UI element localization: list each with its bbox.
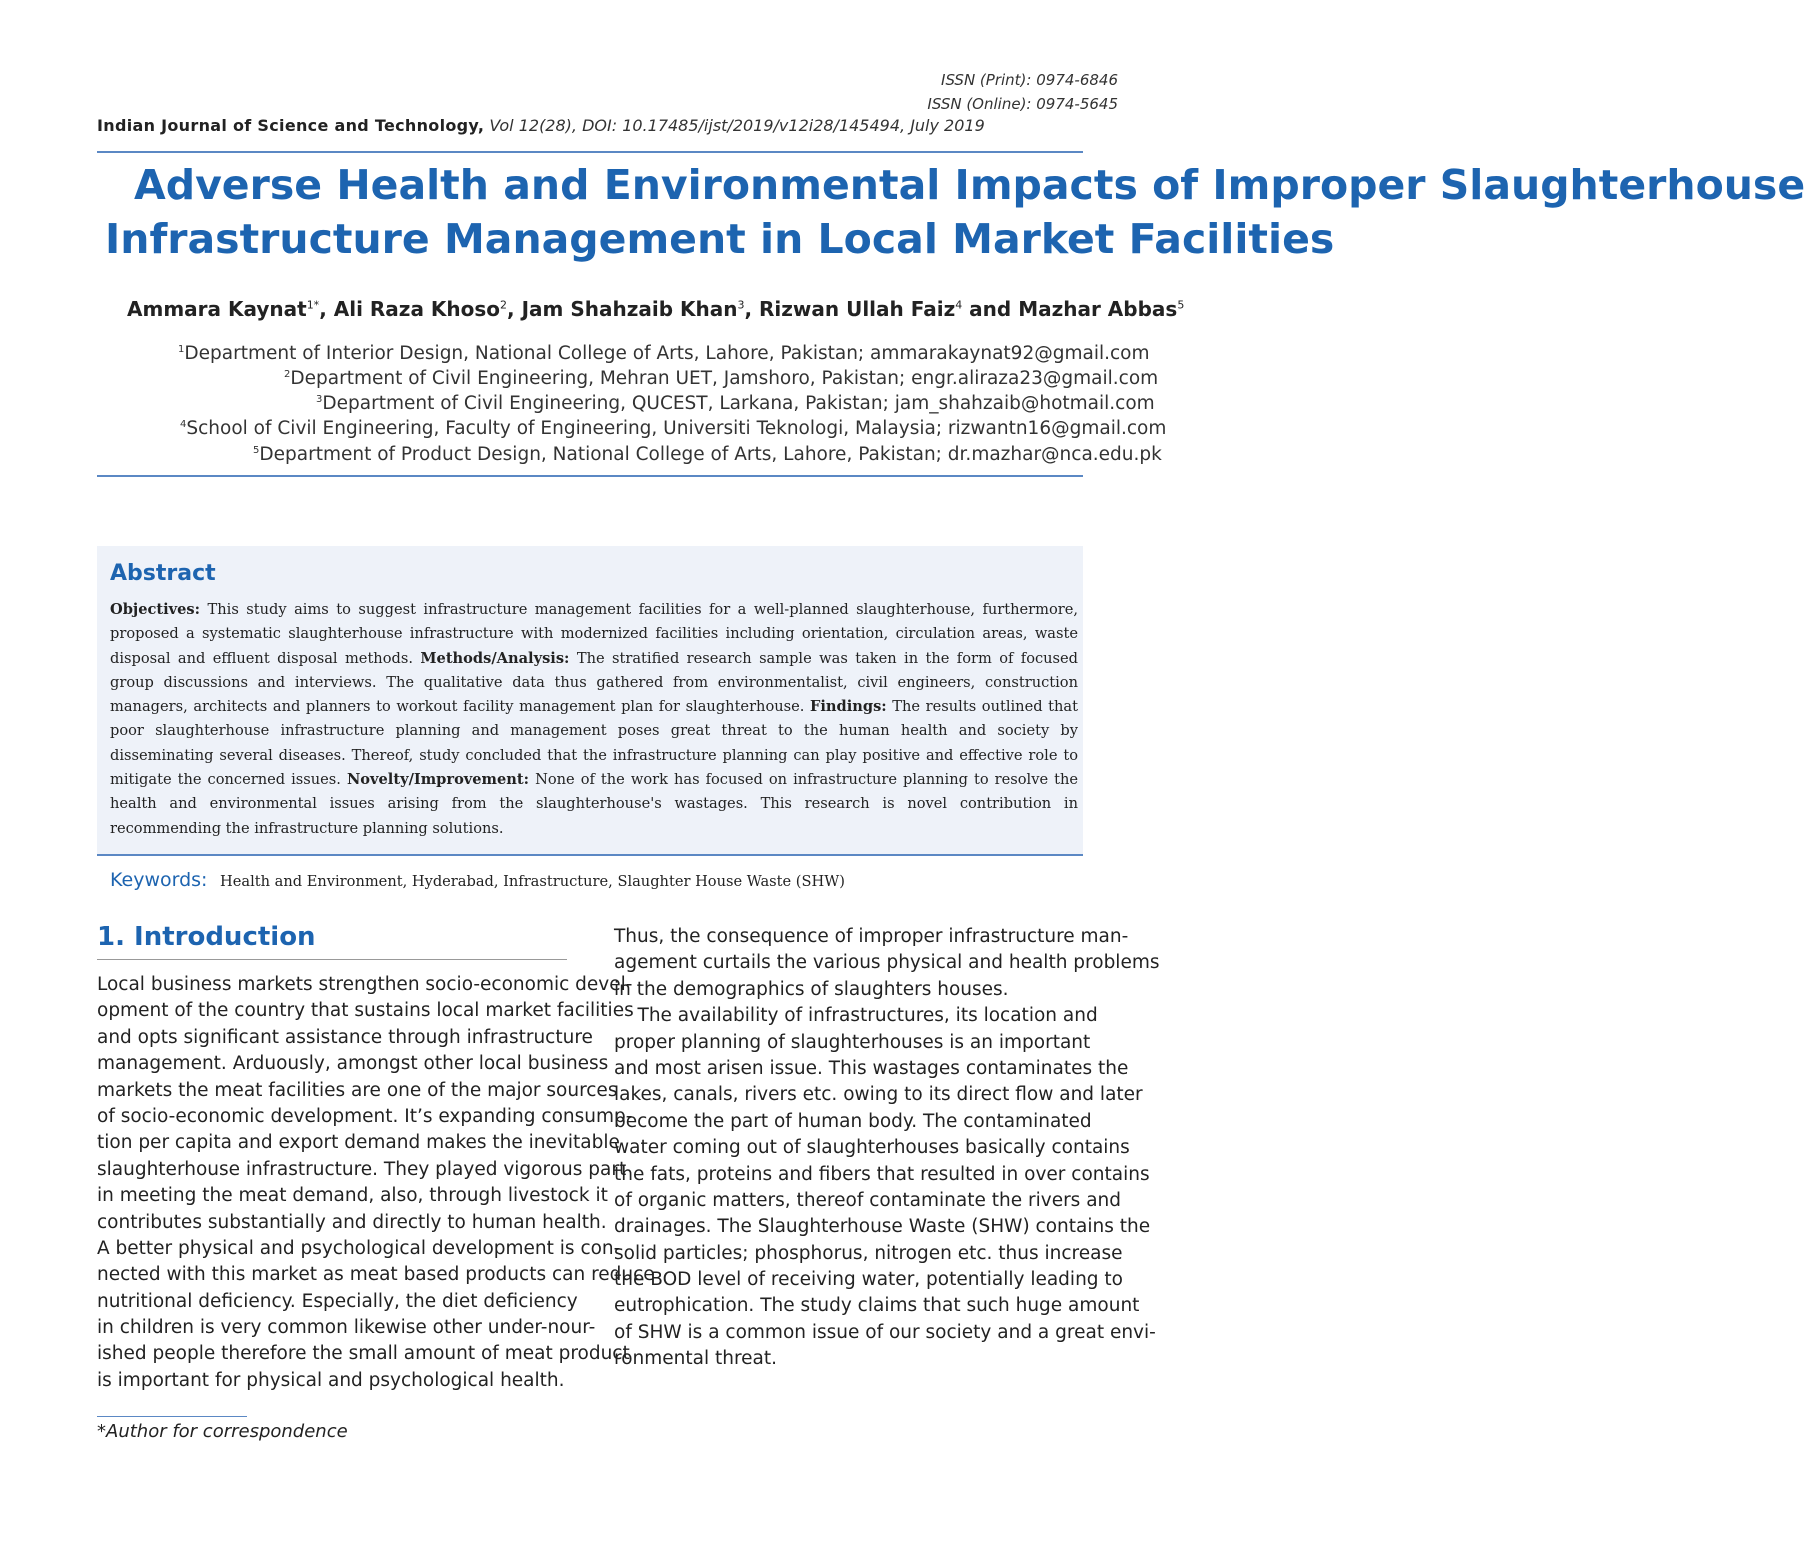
author-name: Mazhar Abbas bbox=[1018, 297, 1178, 321]
intro-left-column bbox=[97, 972, 655, 1394]
affiliation-text: Department of Civil Engineering, QUCEST, Larkana, Pakistan; jam_shahzaib@hotmail.com bbox=[322, 393, 1155, 415]
author-list: Ammara Kaynat$^{1*}$, Ali Raza Khoso$^2$, Jam Shahzaib Khan$^3$, Rizwan Ullah Faiz$^4$ and Mazhar Abbas$^5$ bbox=[127, 297, 1185, 321]
intro-right-column bbox=[614, 924, 1200, 1373]
body-text-line: the fats, proteins and fibers that resulted in over contains bbox=[614, 1163, 1150, 1185]
body-text-line: of socio-economic development. It’s expanding consump- bbox=[97, 1105, 633, 1127]
journal-name: Indian Journal of Science and Technology, bbox=[97, 116, 485, 135]
author-sup: 1* bbox=[306, 298, 320, 312]
body-text-line: lakes, canals, rivers etc. owing to its direct flow and later bbox=[614, 1084, 1143, 1106]
affiliation-sup: 2 bbox=[284, 369, 291, 380]
body-text-line: markets the meat facilities are one of the major sources bbox=[97, 1079, 618, 1101]
author-name: Ali Raza Khoso bbox=[333, 297, 501, 321]
journal-details: Vol 12(28), DOI: 10.17485/ijst/2019/v12i28/145494, July 2019 bbox=[489, 116, 985, 135]
affiliation-text: Department of Civil Engineering, Mehran UET, Jamshoro, Pakistan; engr.aliraza23@gmail.com bbox=[290, 368, 1159, 390]
novelty-text: None of the work has focused on infrastructure planning to resolve the health and environmental issues arising from the slaughterhouse's wastages. This research is novel contribution in recommending the infrastructure planning solutions. bbox=[110, 771, 1079, 837]
body-text-line: is important for physical and psychological health. bbox=[97, 1369, 565, 1391]
findings-text: The results outlined that poor slaughterhouse infrastructure planning and management poses great threat to the human health and society by disseminating several diseases. Thereof, study concluded that the infrastructure planning can play positive and effective role to mitigate the concerned issues. bbox=[110, 698, 1078, 789]
affiliation-sup: 4 bbox=[180, 419, 187, 430]
affiliation-sup: 1 bbox=[178, 344, 185, 355]
issn-print: ISSN (Print): 0974-6846 bbox=[941, 71, 1118, 89]
body-text-line: The availability of infrastructures, its location and bbox=[614, 1005, 1098, 1027]
affiliations-rule bbox=[97, 475, 1083, 477]
header-rule bbox=[97, 151, 1083, 153]
body-text-line: become the part of human body. The contaminated bbox=[614, 1110, 1092, 1132]
body-text-line: Local business markets strengthen socio-economic devel- bbox=[97, 974, 633, 995]
body-text-line: water coming out of slaughterhouses basically contains bbox=[614, 1137, 1130, 1159]
methods-text: The stratified research sample was taken in the form of focused group discussions and interviews. The qualitative data thus gathered from environmentalist, civil engineers, construction managers, architects and planners to workout facility management plan for slaughterhouse. bbox=[110, 649, 1079, 716]
affiliation-text: Department of Interior Design, National College of Arts, Lahore, Pakistan; ammarakaynat92@gmail.com bbox=[184, 343, 1150, 365]
body-text-line: ished people therefore the small amount of meat product bbox=[97, 1343, 630, 1365]
body-text-line: management. Arduously, amongst other local business bbox=[97, 1053, 609, 1075]
body-text-line: ronmental threat. bbox=[614, 1348, 778, 1370]
author-sup: 5 bbox=[1177, 298, 1185, 312]
author-name: Jam Shahzaib Khan bbox=[521, 297, 738, 321]
body-text-line: in meeting the meat demand, also, through livestock it bbox=[97, 1185, 608, 1207]
body-text-line: A better physical and psychological development is con- bbox=[97, 1237, 621, 1259]
body-text-line: in children is very common likewise other under-nour- bbox=[97, 1317, 596, 1339]
issn-online: ISSN (Online): 0974-5645 bbox=[927, 95, 1118, 113]
title-line-2: Infrastructure Management in Local Market Facilities bbox=[105, 215, 1335, 263]
body-text-line: of SHW is a common issue of our society and a great envi- bbox=[614, 1321, 1156, 1343]
objectives-label: Objectives: bbox=[110, 601, 201, 618]
footnote-correspondence: *Author for correspondence bbox=[97, 1421, 348, 1442]
affiliation-text: Department of Product Design, National College of Arts, Lahore, Pakistan; dr.mazhar@nca.edu.pk bbox=[259, 444, 1162, 466]
body-text-line: solid particles; phosphorus, nitrogen etc. thus increase bbox=[614, 1242, 1123, 1264]
body-text-line: and opts significant assistance through infrastructure bbox=[97, 1026, 593, 1048]
body-text-line: of organic matters, thereof contaminate the rivers and bbox=[614, 1189, 1122, 1211]
affiliation-sup: 3 bbox=[316, 394, 323, 405]
footnote-rule bbox=[97, 1416, 247, 1417]
keywords-heading: Keywords: bbox=[110, 869, 208, 891]
body-text-line: tion per capita and export demand makes the inevitable bbox=[97, 1132, 620, 1154]
findings-label: Findings: bbox=[810, 698, 887, 716]
body-text-line: and most arisen issue. This wastages contaminates the bbox=[614, 1057, 1129, 1079]
body-text-line: Thus, the consequence of improper infrastructure man- bbox=[614, 926, 1129, 947]
affiliation-sup: 5 bbox=[253, 445, 260, 456]
body-text-line: proper planning of slaughterhouses is an important bbox=[614, 1031, 1091, 1053]
body-text-line: drainages. The Slaughterhouse Waste (SHW) contains the bbox=[614, 1216, 1151, 1238]
section-rule bbox=[97, 959, 567, 960]
author-name: Ammara Kaynat bbox=[127, 297, 307, 321]
title-line-1: Adverse Health and Environmental Impacts of Improper Slaughterhouse bbox=[134, 161, 1805, 209]
author-sup: 3 bbox=[737, 298, 745, 312]
methods-label: Methods/Analysis: bbox=[420, 649, 570, 667]
journal-citation bbox=[97, 116, 985, 135]
author-sup: 4 bbox=[955, 298, 963, 312]
author-name: Rizwan Ullah Faiz bbox=[759, 297, 956, 321]
author-sup: 2 bbox=[500, 298, 508, 312]
body-text-line: in the demographics of slaughters houses. bbox=[614, 978, 1009, 1000]
affiliation-4 bbox=[180, 412, 1166, 441]
abstract-heading: Abstract bbox=[110, 561, 216, 586]
body-text-line: contributes substantially and directly to human health. bbox=[97, 1211, 607, 1233]
affiliation-text: School of Civil Engineering, Faculty of Engineering, Universiti Teknologi, Malaysia; rizwantn16@gmail.com bbox=[186, 418, 1167, 440]
body-text-line: nutritional deficiency. Especially, the diet deficiency bbox=[97, 1290, 578, 1312]
body-text-line: opment of the country that sustains local market facilities bbox=[97, 1000, 634, 1022]
novelty-label: Novelty/Improvement: bbox=[346, 771, 530, 789]
body-text-line: nected with this market as meat based products can reduce bbox=[97, 1264, 655, 1286]
body-text-line: slaughterhouse infrastructure. They played vigorous part bbox=[97, 1158, 627, 1180]
body-text-line: agement curtails the various physical and health problems bbox=[614, 952, 1160, 974]
affiliation-5 bbox=[253, 438, 1162, 467]
body-text-line: the BOD level of receiving water, potentially leading to bbox=[614, 1269, 1123, 1291]
body-text-line: eutrophication. The study claims that such huge amount bbox=[614, 1295, 1140, 1317]
keywords-text: Health and Environment, Hyderabad, Infrastructure, Slaughter House Waste (SHW) bbox=[220, 873, 845, 890]
objectives-text: This study aims to suggest infrastructure management facilities for a well-planned slaughterhouse, furthermore, proposed a systematic slaughterhouse infrastructure with modernized facilities including orientation, circulation areas, waste disposal and effluent disposal methods. bbox=[110, 601, 1079, 667]
abstract-body bbox=[110, 598, 1078, 841]
section-title-introduction: 1. Introduction bbox=[97, 922, 316, 952]
